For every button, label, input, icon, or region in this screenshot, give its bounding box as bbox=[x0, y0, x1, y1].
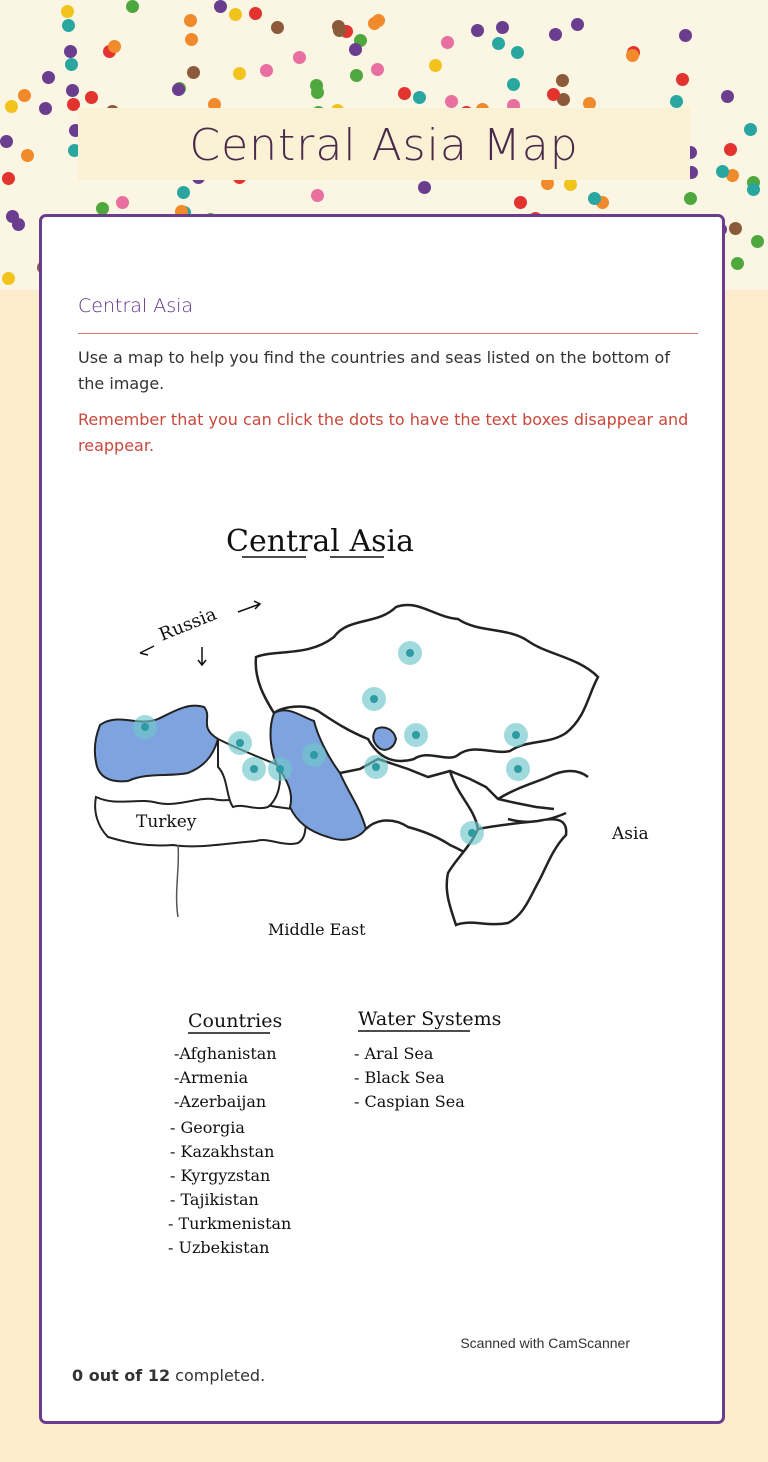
confetti-dot bbox=[5, 100, 18, 113]
confetti-dot bbox=[511, 46, 524, 59]
map-hotspot[interactable] bbox=[362, 687, 386, 711]
confetti-dot bbox=[21, 149, 34, 162]
confetti-dot bbox=[108, 40, 121, 53]
country-item: -Armenia bbox=[174, 1068, 249, 1087]
confetti-dot bbox=[507, 78, 520, 91]
confetti-dot bbox=[293, 51, 306, 64]
confetti-dot bbox=[496, 21, 509, 34]
confetti-dot bbox=[332, 20, 345, 33]
confetti-dot bbox=[185, 33, 198, 46]
confetti-dot bbox=[626, 49, 639, 62]
confetti-dot bbox=[85, 91, 98, 104]
confetti-dot bbox=[441, 36, 454, 49]
map-label-turkey: Turkey bbox=[136, 812, 197, 832]
confetti-dot bbox=[12, 218, 25, 231]
confetti-dot bbox=[2, 172, 15, 185]
map-heading: Central Asia bbox=[226, 524, 414, 559]
country-item: - Tajikistan bbox=[170, 1190, 259, 1209]
page-title: Central Asia Map bbox=[189, 120, 579, 171]
confetti-dot bbox=[260, 64, 273, 77]
water-list bbox=[354, 1044, 465, 1111]
confetti-dot bbox=[187, 66, 200, 79]
map-image bbox=[78, 507, 698, 1357]
confetti-dot bbox=[514, 196, 527, 209]
water-item: - Aral Sea bbox=[354, 1044, 434, 1063]
hand-drawn-map bbox=[78, 507, 698, 1357]
confetti-dot bbox=[62, 19, 75, 32]
reminder-text: Remember that you can click the dots to have the text boxes disappear and reappear. bbox=[78, 410, 689, 455]
confetti-dot bbox=[311, 86, 324, 99]
confetti-dot bbox=[676, 73, 689, 86]
confetti-dot bbox=[39, 102, 52, 115]
country-item: - Georgia bbox=[170, 1118, 245, 1137]
confetti-dot bbox=[679, 29, 692, 42]
country-item: - Turkmenistan bbox=[168, 1214, 292, 1233]
confetti-dot bbox=[177, 186, 190, 199]
progress-text bbox=[72, 1366, 265, 1385]
black-sea-shape bbox=[95, 706, 218, 782]
confetti-dot bbox=[684, 192, 697, 205]
water-item: - Black Sea bbox=[354, 1068, 445, 1087]
confetti-dot bbox=[716, 165, 729, 178]
confetti-dot bbox=[229, 8, 242, 21]
confetti-dot bbox=[371, 63, 384, 76]
map-label-middle-east: Middle East bbox=[268, 920, 366, 939]
confetti-dot bbox=[2, 272, 15, 285]
confetti-dot bbox=[721, 90, 734, 103]
map-hotspot[interactable] bbox=[364, 755, 388, 779]
section-divider bbox=[78, 333, 698, 334]
water-item: - Caspian Sea bbox=[354, 1092, 465, 1111]
confetti-dot bbox=[724, 143, 737, 156]
map-label-russia: Russia bbox=[156, 603, 220, 646]
progress-count: 0 out of 12 bbox=[72, 1366, 171, 1385]
confetti-dot bbox=[172, 83, 185, 96]
map-hotspot[interactable] bbox=[504, 723, 528, 747]
confetti-dot bbox=[418, 181, 431, 194]
country-item: - Uzbekistan bbox=[168, 1238, 270, 1257]
water-heading: Water Systems bbox=[358, 1008, 502, 1030]
progress-suffix: completed. bbox=[170, 1366, 266, 1385]
confetti-dot bbox=[471, 24, 484, 37]
confetti-dot bbox=[744, 123, 757, 136]
map-hotspot[interactable] bbox=[228, 731, 252, 755]
turkey-shape bbox=[95, 797, 308, 846]
countries-list bbox=[168, 1044, 291, 1257]
aral-sea-shape bbox=[373, 727, 396, 749]
confetti-dot bbox=[249, 7, 262, 20]
confetti-dot bbox=[116, 196, 129, 209]
map-hotspot[interactable] bbox=[460, 821, 484, 845]
confetti-dot bbox=[731, 257, 744, 270]
confetti-dot bbox=[398, 87, 411, 100]
confetti-dot bbox=[126, 0, 139, 13]
activity-card bbox=[39, 214, 725, 1424]
country-item: -Afghanistan bbox=[174, 1044, 277, 1063]
scanner-watermark: Scanned with CamScanner bbox=[460, 1335, 630, 1351]
confetti-dot bbox=[0, 135, 13, 148]
confetti-dot bbox=[588, 192, 601, 205]
confetti-dot bbox=[233, 67, 246, 80]
map-hotspot[interactable] bbox=[242, 757, 266, 781]
confetti-dot bbox=[747, 183, 760, 196]
confetti-dot bbox=[350, 69, 363, 82]
confetti-dot bbox=[42, 71, 55, 84]
country-item: -Azerbaijan bbox=[174, 1092, 267, 1111]
confetti-dot bbox=[670, 95, 683, 108]
confetti-dot bbox=[271, 21, 284, 34]
confetti-dot bbox=[492, 37, 505, 50]
confetti-dot bbox=[729, 222, 742, 235]
country-item: - Kazakhstan bbox=[170, 1142, 275, 1161]
map-hotspot[interactable] bbox=[302, 743, 326, 767]
confetti-dot bbox=[413, 91, 426, 104]
confetti-dot bbox=[61, 5, 74, 18]
map-hotspot[interactable] bbox=[133, 715, 157, 739]
country-item: - Kyrgyzstan bbox=[170, 1166, 271, 1185]
map-hotspot[interactable] bbox=[506, 757, 530, 781]
confetti-dot bbox=[549, 28, 562, 41]
map-hotspot[interactable] bbox=[268, 757, 292, 781]
confetti-dot bbox=[368, 17, 381, 30]
countries-heading: Countries bbox=[188, 1010, 283, 1032]
instructions-text: Use a map to help you find the countries and seas listed on the bottom of the image. bbox=[78, 348, 670, 393]
map-label-asia: Asia bbox=[612, 824, 649, 844]
confetti-dot bbox=[66, 84, 79, 97]
confetti-dot bbox=[556, 74, 569, 87]
confetti-dot bbox=[311, 189, 324, 202]
section-title: Central Asia bbox=[78, 295, 194, 317]
confetti-dot bbox=[214, 0, 227, 13]
confetti-dot bbox=[65, 58, 78, 71]
confetti-dot bbox=[571, 18, 584, 31]
map-hotspot[interactable] bbox=[398, 641, 422, 665]
confetti-dot bbox=[547, 88, 560, 101]
title-banner bbox=[78, 108, 690, 180]
confetti-dot bbox=[18, 89, 31, 102]
map-hotspot[interactable] bbox=[404, 723, 428, 747]
confetti-dot bbox=[349, 43, 362, 56]
confetti-dot bbox=[445, 95, 458, 108]
confetti-dot bbox=[64, 45, 77, 58]
confetti-dot bbox=[184, 14, 197, 27]
confetti-dot bbox=[429, 59, 442, 72]
confetti-dot bbox=[751, 235, 764, 248]
